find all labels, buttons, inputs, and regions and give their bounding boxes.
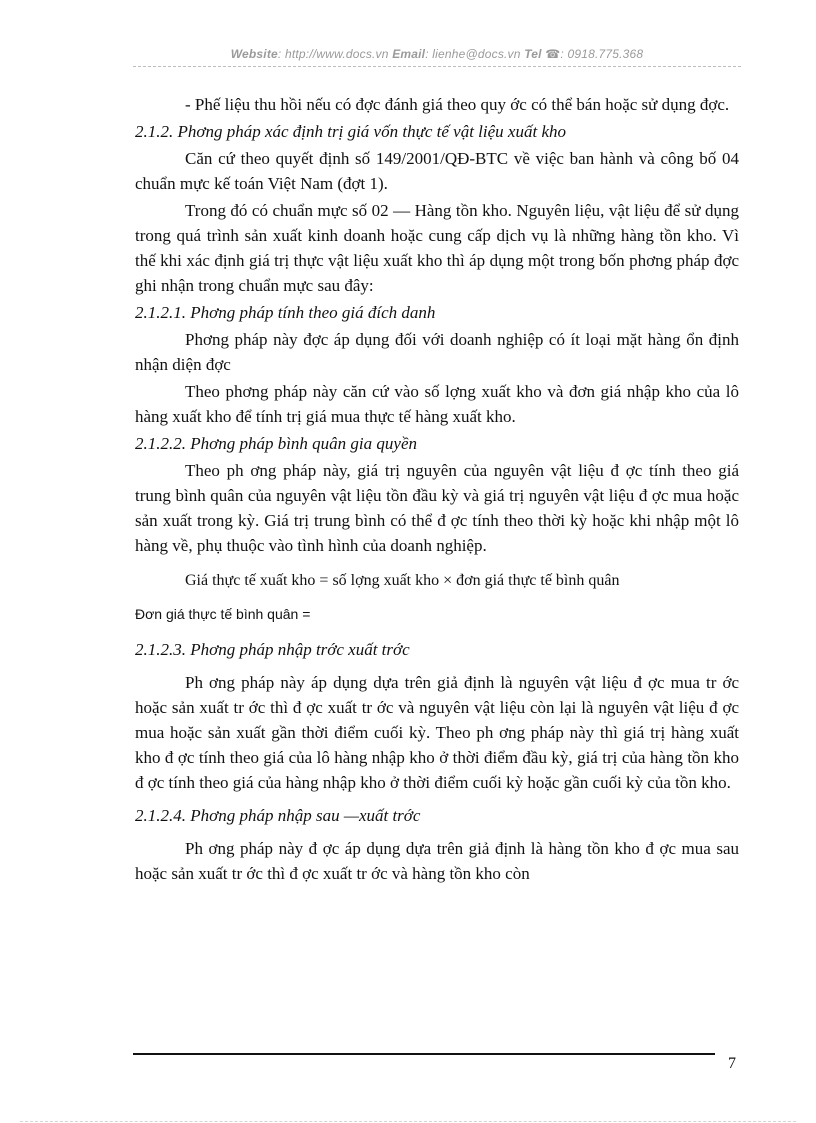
footer-divider — [133, 1053, 715, 1055]
heading-2-1-2-2: 2.1.2.2. Phơng pháp bình quân gia quyền — [135, 434, 417, 453]
heading-2-1-2-1: 2.1.2.1. Phơng pháp tính theo giá đích danh — [135, 303, 436, 322]
website-label: Website — [230, 47, 278, 61]
paragraph-scrap: - Phế liệu thu hồi nếu có đợc đánh giá theo quy ớc có thể bán hoặc sử dụng đợc. — [185, 95, 730, 114]
page-bottom-border — [20, 1121, 796, 1122]
email-label: Email — [392, 47, 426, 61]
website-value: : http://www.docs.vn — [277, 47, 389, 61]
email-value: : lienhe@docs.vn — [425, 47, 521, 61]
heading-2-1-2-4: 2.1.2.4. Phơng pháp nhập sau —xuất trớc — [135, 806, 421, 825]
paragraph-fifo: Ph ơng pháp này áp dụng dựa trên giả định là nguyên vật liệu đ ợc mua tr ớc hoặc sản xuất tr ớc thì đ ợc xuất tr ớc và nguyên vật liệu còn lại là nguyên vật liệu đ ợc mua hoặc sản xuất gần thời điểm cuối kỳ. Theo ph ơng pháp này thì giá trị hàng xuất kho đ ợc tính theo giá của lô hàng nhập kho ở thời điểm đầu kỳ, giá trị của hàng tồn kho đ ợc tính theo giá của hàng nhập kho ở thời điểm cuối kỳ hoặc gần cuối kỳ của tồn kho. — [135, 673, 739, 792]
paragraph-lifo: Ph ơng pháp này đ ợc áp dụng dựa trên giả định là hàng tồn kho đ ợc mua sau hoặc sản xuất tr ớc thì đ ợc xuất tr ớc và hàng tồn kho còn — [135, 839, 739, 883]
page-number: 7 — [728, 1055, 736, 1072]
document-body — [135, 92, 739, 888]
formula-actual-price: Giá thực tế xuất kho = số lợng xuất kho × đơn giá thực tế bình quân — [185, 572, 620, 589]
paragraph-decision: Căn cứ theo quyết định số 149/2001/QĐ-BTC về việc ban hành và công bố 04 chuẩn mực kế toán Việt Nam (đợt 1). — [135, 149, 739, 193]
tel-value: : 0918.775.368 — [560, 47, 644, 61]
paragraph-specific-id-1: Phơng pháp này đợc áp dụng đối với doanh nghiệp có ít loại mặt hàng ổn định nhận diện đợc — [135, 330, 739, 374]
header-divider — [133, 66, 741, 67]
phone-icon: ☎ — [545, 47, 561, 61]
page-header — [133, 47, 741, 61]
tel-label: Tel — [524, 47, 542, 61]
formula-average-unit-price: Đơn giá thực tế bình quân = — [135, 606, 311, 622]
paragraph-specific-id-2: Theo phơng pháp này căn cứ vào số lợng xuất kho và đơn giá nhập kho của lô hàng xuất kho để tính trị giá mua thực tế hàng xuất kho. — [135, 382, 739, 426]
paragraph-standard-02: Trong đó có chuẩn mực số 02 — Hàng tồn kho. Nguyên liệu, vật liệu để sử dụng trong quá trình sản xuất kinh doanh hoặc cung cấp dịch vụ là những hàng tồn kho. Vì thế khi xác định giá trị thực vật liệu xuất kho thì áp dụng một trong bốn phơng pháp đợc ghi nhận trong chuẩn mực sau đây: — [135, 201, 739, 295]
heading-2-1-2-3: 2.1.2.3. Phơng pháp nhập trớc xuất trớc — [135, 640, 410, 659]
heading-2-1-2: 2.1.2. Phơng pháp xác định trị giá vốn thực tế vật liệu xuất kho — [135, 122, 566, 141]
paragraph-weighted-average: Theo ph ơng pháp này, giá trị nguyên của nguyên vật liệu đ ợc tính theo giá trung bình quân của nguyên vật liệu tồn đầu kỳ và giá trị nguyên vật liệu đ ợc mua hoặc sản xuất trong kỳ. Giá trị trung bình có thể đ ợc tính theo thời kỳ hoặc khi nhập một lô hàng về, phụ thuộc vào tình hình của doanh nghiệp. — [135, 461, 739, 555]
